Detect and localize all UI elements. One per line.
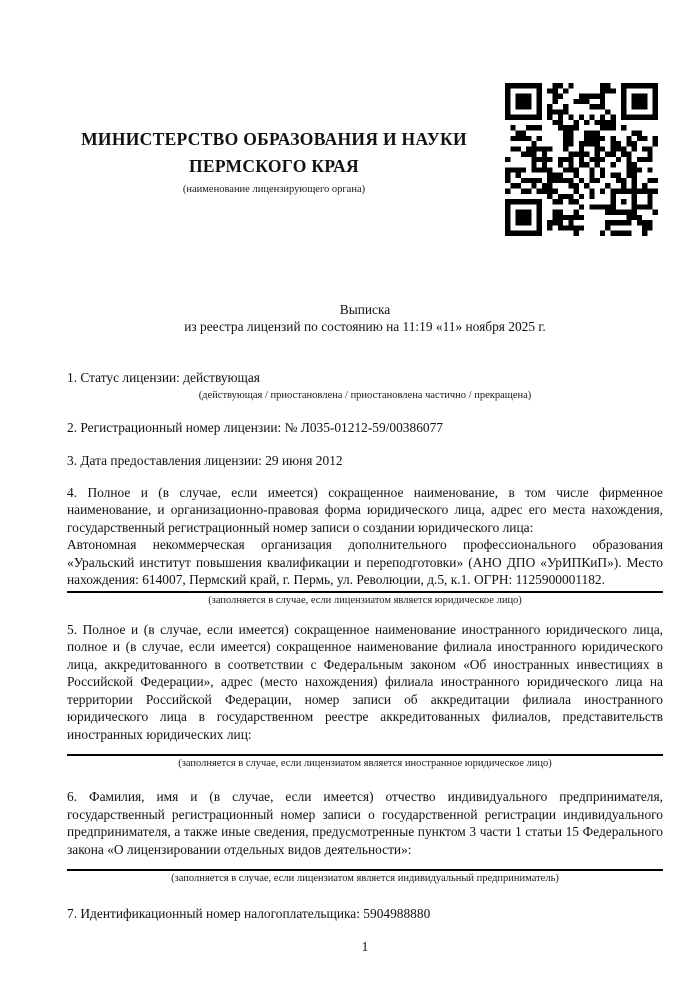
item-6-entrepreneur-question: 6. Фамилия, имя и (в случае, если имеется) отчество индивидуального предпринимателя, государственный регистрационный номер записи о государственной регистрации индивидуального предпринимателя, а также иные сведения, предусмотренные пунктом 3 части 1 статьи 15 Федерального закона «О лицензировании отдельных видов деятельности»: xyxy=(67,789,663,857)
item-3-grant-date: 3. Дата предоставления лицензии: 29 июня 2012 xyxy=(67,453,343,468)
item-4-fill-line xyxy=(67,591,663,593)
document-body xyxy=(67,301,663,955)
qr-code xyxy=(505,83,658,236)
item-5-foreign-entity-question: 5. Полное и (в случае, если имеется) сокращенное наименование иностранного юридического лица, полное и (в случае, если имеется) сокращенное наименование филиала иностранного юридического лица, аккредитованного в соответствии с Федеральным законом «Об иностранных инвестициях в Российской Федерации», адрес (место нахождения) филиала иностранного юридического лица на территории Российской Федерации, номер записи об аккредитации филиала иностранного юридического лица в государственном реестре аккредитованных филиалов, представительств иностранных юридических лиц: xyxy=(67,621,663,742)
item-2-registration-number: 2. Регистрационный номер лицензии: № Л035-01212-59/00386077 xyxy=(67,419,443,435)
item-5-fill-line xyxy=(67,754,663,756)
item-6-fill-line xyxy=(67,869,663,871)
item-4-legal-entity-answer: Автономная некоммерческая организация дополнительного профессионального образования «Уральский институт повышения квалификации и переподготовки» (АНО ДПО «УрИПКиП»). Место нахождения: 614007, Пермский край, г. Пермь, ул. Революции, д.5, к.1. ОГРН: 1125900001182. xyxy=(67,537,663,587)
licensing-authority-caption: (наименование лицензирующего органа) xyxy=(182,184,366,195)
document-title-line2: из реестра лицензий по состоянию на 11:19 «11» ноября 2025 г. xyxy=(184,319,546,334)
document-title xyxy=(67,301,663,335)
item-6-caption: (заполняется в случае, если лицензиатом является индивидуальный предприниматель) xyxy=(171,873,559,884)
licensing-authority-block xyxy=(67,126,481,196)
document-title-line1: Выписка xyxy=(339,302,391,317)
item-1-license-status: 1. Статус лицензии: действующая xyxy=(67,370,260,385)
licensing-authority-name-line2: ПЕРМСКОГО КРАЯ xyxy=(189,156,359,176)
item-4-caption: (заполняется в случае, если лицензиатом является юридическое лицо) xyxy=(208,594,522,606)
licensing-authority-name-line1: МИНИСТЕРСТВО ОБРАЗОВАНИЯ И НАУКИ xyxy=(81,129,467,149)
page-number: 1 xyxy=(361,938,369,954)
item-7-taxpayer-id: 7. Идентификационный номер налогоплательщика: 5904988880 xyxy=(67,906,431,921)
item-4-legal-entity-question: 4. Полное и (в случае, если имеется) сокращенное наименование, в том числе фирменное наименование, и организационно-правовая форма юридического лица, адрес его места нахождения, государственный регистрационный номер записи о создании юридического лица: xyxy=(67,484,663,535)
item-5-caption: (заполняется в случае, если лицензиатом является иностранное юридическое лицо) xyxy=(178,758,552,769)
item-1-status-options-caption: (действующая / приостановлена / приостановлена частично / прекращена) xyxy=(198,389,532,401)
